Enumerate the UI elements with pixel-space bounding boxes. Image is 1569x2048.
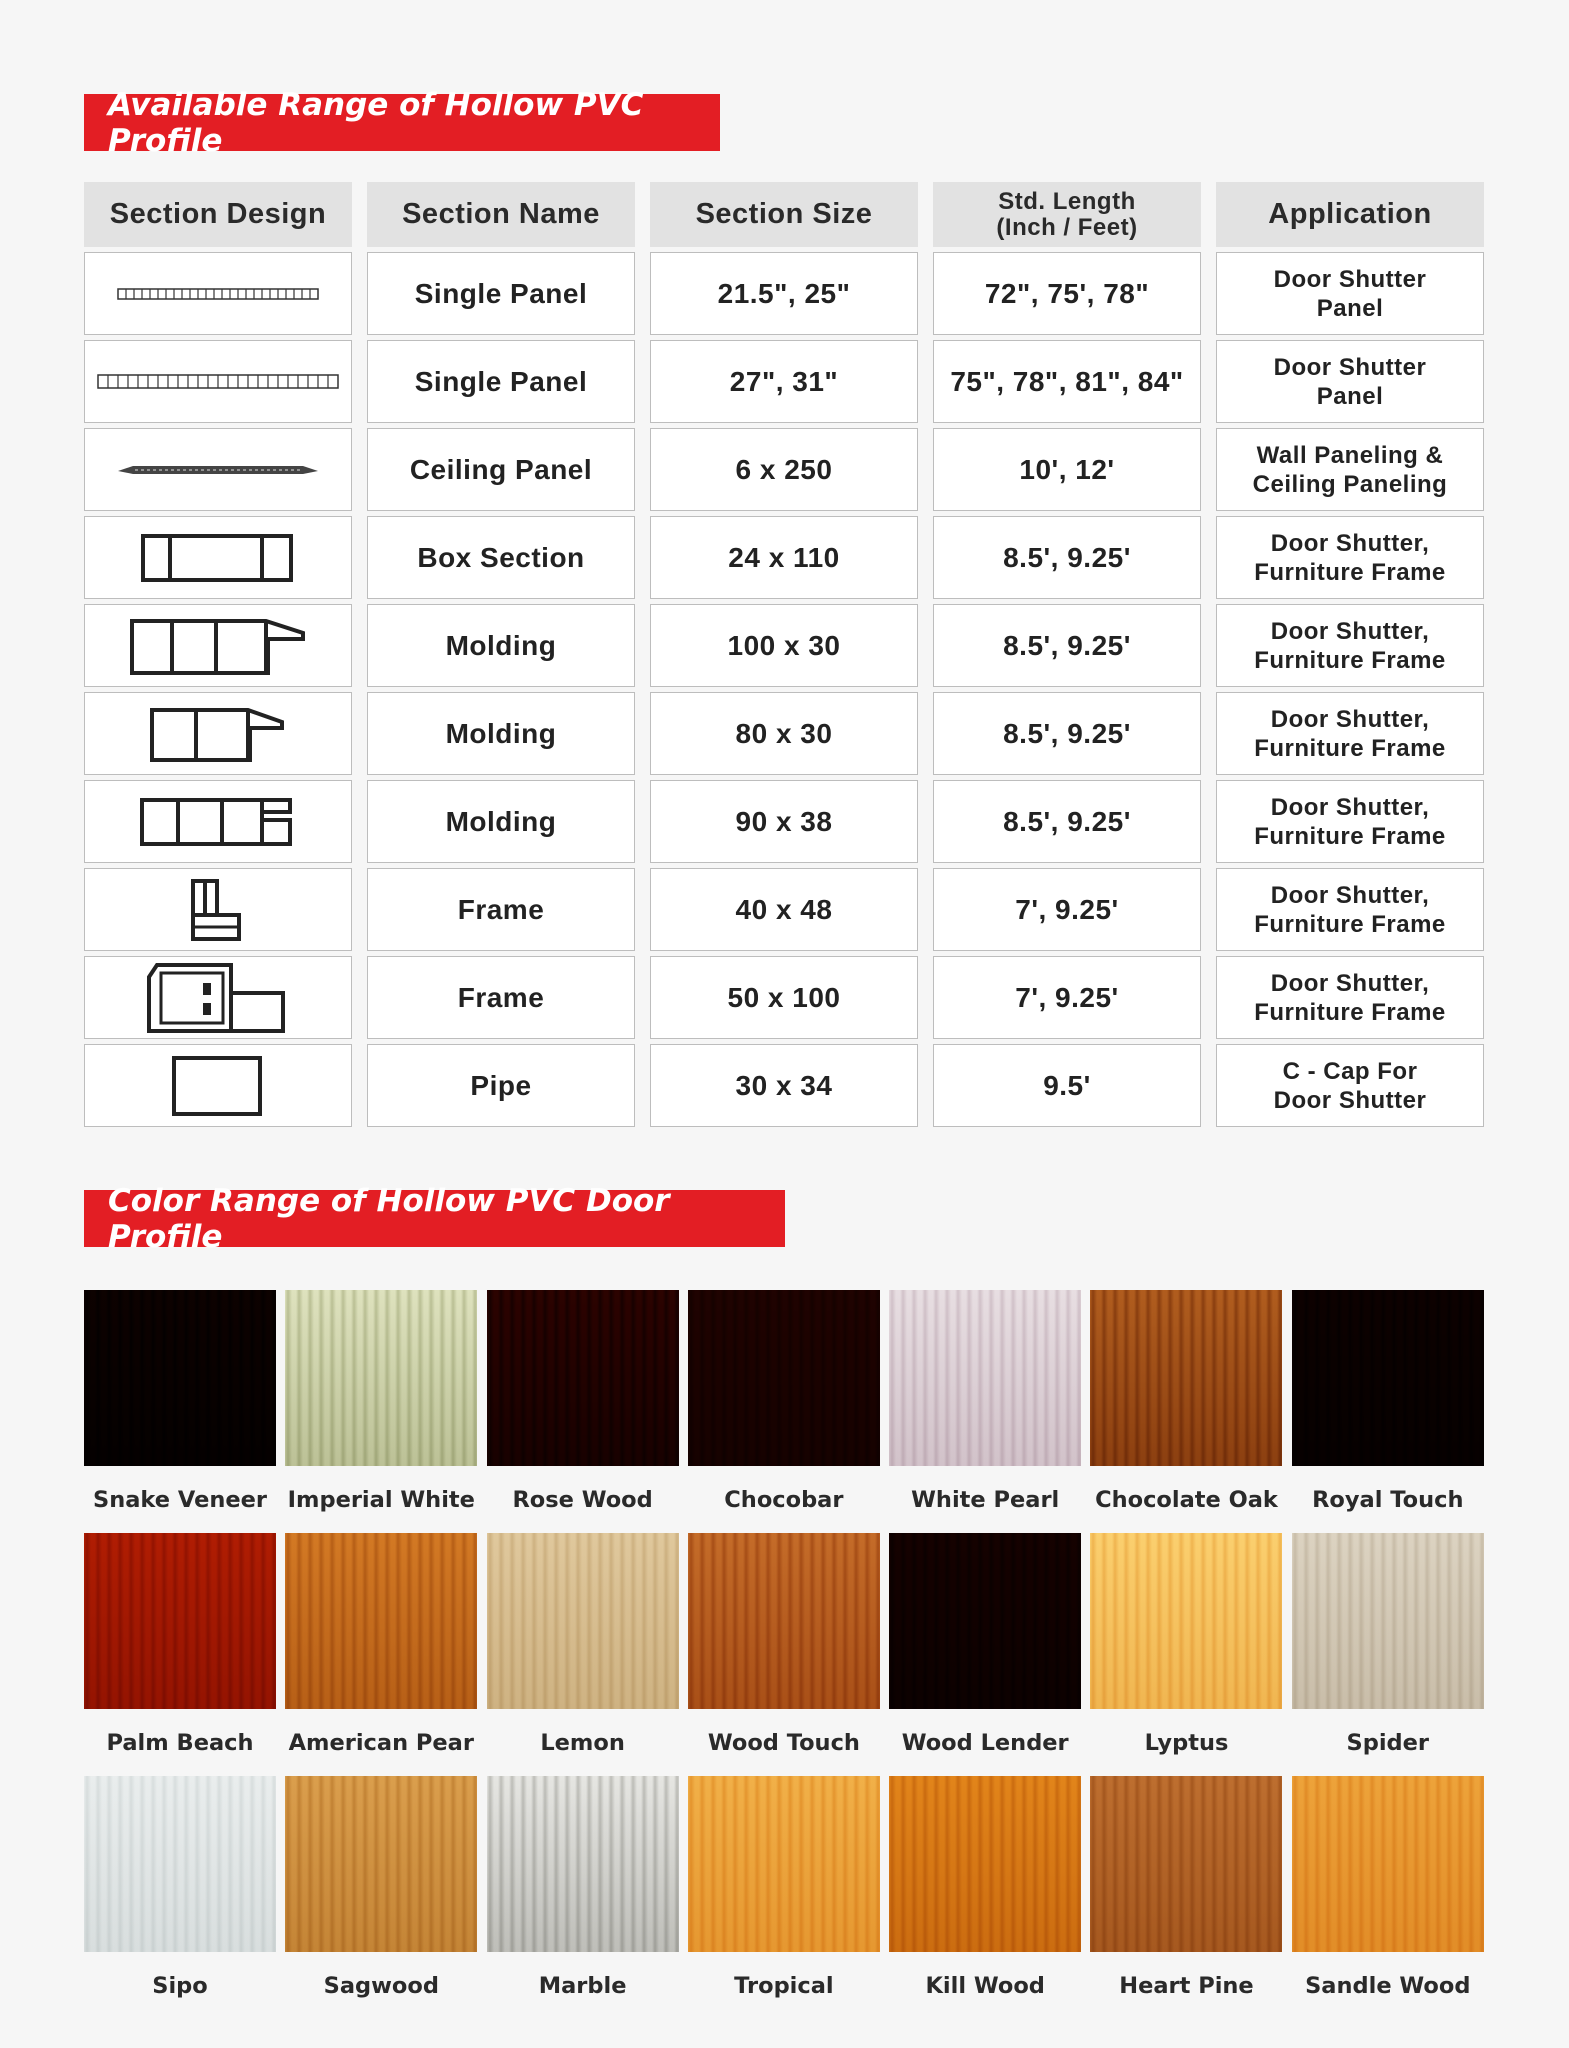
header-section-name: Section Name xyxy=(367,182,635,247)
section-design-cell xyxy=(84,692,352,775)
color-swatch-item xyxy=(889,1290,1081,1533)
color-swatch-image xyxy=(688,1776,880,1952)
color-swatch-image xyxy=(84,1290,276,1466)
application-line1: Door Shutter, xyxy=(1270,705,1430,733)
color-swatch-item xyxy=(688,1533,880,1776)
color-swatch-image xyxy=(1292,1290,1484,1466)
color-swatch-item xyxy=(487,1776,679,2019)
profile-table-row xyxy=(84,956,1484,1039)
application-line2: Furniture Frame xyxy=(1254,734,1446,762)
color-swatch-image xyxy=(285,1776,477,1952)
section-size-cell: 21.5", 25" xyxy=(650,252,918,335)
profile-table-row xyxy=(84,428,1484,511)
color-swatch-image xyxy=(1090,1776,1282,1952)
std-length-cell: 8.5', 9.25' xyxy=(933,604,1201,687)
section-name-cell: Molding xyxy=(367,604,635,687)
color-swatch-image xyxy=(688,1533,880,1709)
application-line1: C - Cap For xyxy=(1282,1057,1418,1085)
section-name-cell: Pipe xyxy=(367,1044,635,1127)
color-swatch-item xyxy=(1090,1776,1282,2019)
color-swatch-item xyxy=(1292,1776,1484,2019)
std-length-cell: 8.5', 9.25' xyxy=(933,516,1201,599)
color-swatch-item xyxy=(285,1776,477,2019)
profile-table-row xyxy=(84,692,1484,775)
profile-table-header xyxy=(84,182,1484,247)
color-swatch-image xyxy=(487,1776,679,1952)
profile-table-row xyxy=(84,780,1484,863)
section-name-cell: Single Panel xyxy=(367,340,635,423)
profile-table-row xyxy=(84,604,1484,687)
profile-table-row xyxy=(84,340,1484,423)
application-line1: Door Shutter, xyxy=(1270,793,1430,821)
profile-table-body xyxy=(84,252,1484,1127)
color-swatch-label: Rose Wood xyxy=(512,1486,653,1513)
section-size-cell: 30 x 34 xyxy=(650,1044,918,1127)
molding-100x30-profile-icon xyxy=(128,611,308,681)
std-length-cell: 75", 78", 81", 84" xyxy=(933,340,1201,423)
section-size-cell: 40 x 48 xyxy=(650,868,918,951)
color-swatch-item xyxy=(285,1533,477,1776)
profile-section-title-text: Available Range of Hollow PVC Profile xyxy=(108,86,644,159)
color-swatch-label: Lyptus xyxy=(1144,1729,1229,1756)
single-panel-narrow-profile-icon xyxy=(113,279,323,309)
application-line2: Panel xyxy=(1316,382,1384,410)
color-swatch-item xyxy=(84,1290,276,1533)
color-swatch-image xyxy=(889,1776,1081,1952)
color-swatch-item xyxy=(1292,1290,1484,1533)
section-name-cell: Molding xyxy=(367,780,635,863)
application-line1: Door Shutter, xyxy=(1270,969,1430,997)
molding-80x30-profile-icon xyxy=(148,702,288,766)
section-name-cell: Ceiling Panel xyxy=(367,428,635,511)
application-cell xyxy=(1216,604,1484,687)
frame-40x48-profile-icon xyxy=(183,875,253,945)
profile-table-row xyxy=(84,516,1484,599)
color-swatch-image xyxy=(688,1290,880,1466)
profile-table xyxy=(84,182,1484,1127)
application-cell xyxy=(1216,780,1484,863)
color-swatch-label: Lemon xyxy=(540,1729,625,1756)
section-name-cell: Frame xyxy=(367,956,635,1039)
section-design-cell xyxy=(84,780,352,863)
section-size-cell: 24 x 110 xyxy=(650,516,918,599)
color-swatch-label: White Pearl xyxy=(911,1486,1060,1513)
application-line1: Door Shutter xyxy=(1273,265,1427,293)
section-name-cell: Single Panel xyxy=(367,252,635,335)
pipe-profile-icon xyxy=(168,1052,268,1120)
color-swatch-item xyxy=(84,1533,276,1776)
profile-table-row xyxy=(84,252,1484,335)
color-swatch-item xyxy=(487,1290,679,1533)
application-line1: Door Shutter xyxy=(1273,353,1427,381)
color-swatch-image xyxy=(285,1533,477,1709)
section-design-cell xyxy=(84,340,352,423)
application-cell xyxy=(1216,1044,1484,1127)
color-swatch-image xyxy=(1090,1533,1282,1709)
section-design-cell xyxy=(84,428,352,511)
frame-50x100-profile-icon xyxy=(143,961,293,1035)
profile-table-row xyxy=(84,868,1484,951)
color-swatch-image xyxy=(487,1533,679,1709)
application-line2: Furniture Frame xyxy=(1254,646,1446,674)
header-section-size: Section Size xyxy=(650,182,918,247)
application-line1: Door Shutter, xyxy=(1270,617,1430,645)
color-swatch-image xyxy=(487,1290,679,1466)
std-length-cell: 72", 75', 78" xyxy=(933,252,1201,335)
application-line2: Furniture Frame xyxy=(1254,910,1446,938)
application-cell xyxy=(1216,340,1484,423)
color-swatch-image xyxy=(285,1290,477,1466)
application-line1: Door Shutter, xyxy=(1270,881,1430,909)
section-size-cell: 6 x 250 xyxy=(650,428,918,511)
color-swatch-image xyxy=(1292,1533,1484,1709)
header-std-length-line1: Std. Length xyxy=(998,187,1136,215)
section-size-cell: 27", 31" xyxy=(650,340,918,423)
color-swatch-label: Heart Pine xyxy=(1119,1972,1254,1999)
color-swatch-image xyxy=(889,1533,1081,1709)
section-design-cell xyxy=(84,956,352,1039)
color-swatch-label: Kill Wood xyxy=(925,1972,1045,1999)
std-length-cell: 7', 9.25' xyxy=(933,956,1201,1039)
color-swatch-item xyxy=(487,1533,679,1776)
color-swatch-label: Marble xyxy=(538,1972,627,1999)
color-swatch-item xyxy=(889,1776,1081,2019)
application-cell xyxy=(1216,428,1484,511)
molding-90x38-profile-icon xyxy=(138,792,298,852)
section-design-cell xyxy=(84,604,352,687)
color-swatch-label: Spider xyxy=(1346,1729,1430,1756)
section-size-cell: 80 x 30 xyxy=(650,692,918,775)
color-swatch-label: Royal Touch xyxy=(1312,1486,1464,1513)
color-swatch-grid xyxy=(84,1290,1484,2019)
section-design-cell xyxy=(84,868,352,951)
color-swatch-label: Palm Beach xyxy=(106,1729,254,1756)
color-swatch-label: Snake Veneer xyxy=(93,1486,267,1513)
color-section-title-text: Color Range of Hollow PVC Door Profile xyxy=(108,1182,670,1255)
application-line2: Furniture Frame xyxy=(1254,822,1446,850)
color-swatch-image xyxy=(889,1290,1081,1466)
color-swatch-label: Sipo xyxy=(152,1972,208,1999)
section-size-cell: 50 x 100 xyxy=(650,956,918,1039)
header-section-design: Section Design xyxy=(84,182,352,247)
profile-table-row xyxy=(84,1044,1484,1127)
application-cell xyxy=(1216,692,1484,775)
box-section-profile-icon xyxy=(138,528,298,588)
color-swatch-label: Chocobar xyxy=(724,1486,844,1513)
color-swatch-image xyxy=(1090,1290,1282,1466)
color-swatch-item xyxy=(889,1533,1081,1776)
single-panel-wide-profile-icon xyxy=(93,367,343,397)
color-swatch-item xyxy=(688,1290,880,1533)
color-swatch-image xyxy=(1292,1776,1484,1952)
std-length-cell: 8.5', 9.25' xyxy=(933,692,1201,775)
section-size-cell: 90 x 38 xyxy=(650,780,918,863)
application-line1: Door Shutter, xyxy=(1270,529,1430,557)
profile-section-title xyxy=(84,86,720,159)
section-design-cell xyxy=(84,1044,352,1127)
application-cell xyxy=(1216,956,1484,1039)
color-swatch-label: Imperial White xyxy=(287,1486,475,1513)
color-swatch-label: Wood Lender xyxy=(901,1729,1069,1756)
application-line2: Furniture Frame xyxy=(1254,998,1446,1026)
color-swatch-item xyxy=(1292,1533,1484,1776)
color-swatch-label: Sagwood xyxy=(323,1972,439,1999)
application-line2: Door Shutter xyxy=(1273,1086,1427,1114)
color-swatch-item xyxy=(688,1776,880,2019)
section-name-cell: Molding xyxy=(367,692,635,775)
header-std-length xyxy=(933,182,1201,247)
color-swatch-item xyxy=(1090,1533,1282,1776)
application-line2: Panel xyxy=(1316,294,1384,322)
section-size-cell: 100 x 30 xyxy=(650,604,918,687)
section-design-cell xyxy=(84,252,352,335)
color-swatch-label: Sandle Wood xyxy=(1305,1972,1471,1999)
color-swatch-item xyxy=(285,1290,477,1533)
application-cell xyxy=(1216,868,1484,951)
application-cell xyxy=(1216,516,1484,599)
color-swatch-label: Wood Touch xyxy=(707,1729,860,1756)
color-swatch-item xyxy=(84,1776,276,2019)
header-application: Application xyxy=(1216,182,1484,247)
application-cell xyxy=(1216,252,1484,335)
application-line1: Wall Paneling & xyxy=(1256,441,1444,469)
std-length-cell: 9.5' xyxy=(933,1044,1201,1127)
std-length-cell: 10', 12' xyxy=(933,428,1201,511)
color-swatch-image xyxy=(84,1533,276,1709)
application-line2: Furniture Frame xyxy=(1254,558,1446,586)
application-line2: Ceiling Paneling xyxy=(1252,470,1448,498)
header-std-length-line2: (Inch / Feet) xyxy=(996,213,1138,241)
color-swatch-label: American Pear xyxy=(288,1729,474,1756)
section-design-cell xyxy=(84,516,352,599)
std-length-cell: 7', 9.25' xyxy=(933,868,1201,951)
color-section-title xyxy=(84,1182,785,1255)
std-length-cell: 8.5', 9.25' xyxy=(933,780,1201,863)
color-swatch-item xyxy=(1090,1290,1282,1533)
color-swatch-image xyxy=(84,1776,276,1952)
color-swatch-label: Chocolate Oak xyxy=(1095,1486,1278,1513)
ceiling-panel-profile-icon xyxy=(113,455,323,485)
section-name-cell: Frame xyxy=(367,868,635,951)
section-name-cell: Box Section xyxy=(367,516,635,599)
color-swatch-label: Tropical xyxy=(734,1972,834,1999)
